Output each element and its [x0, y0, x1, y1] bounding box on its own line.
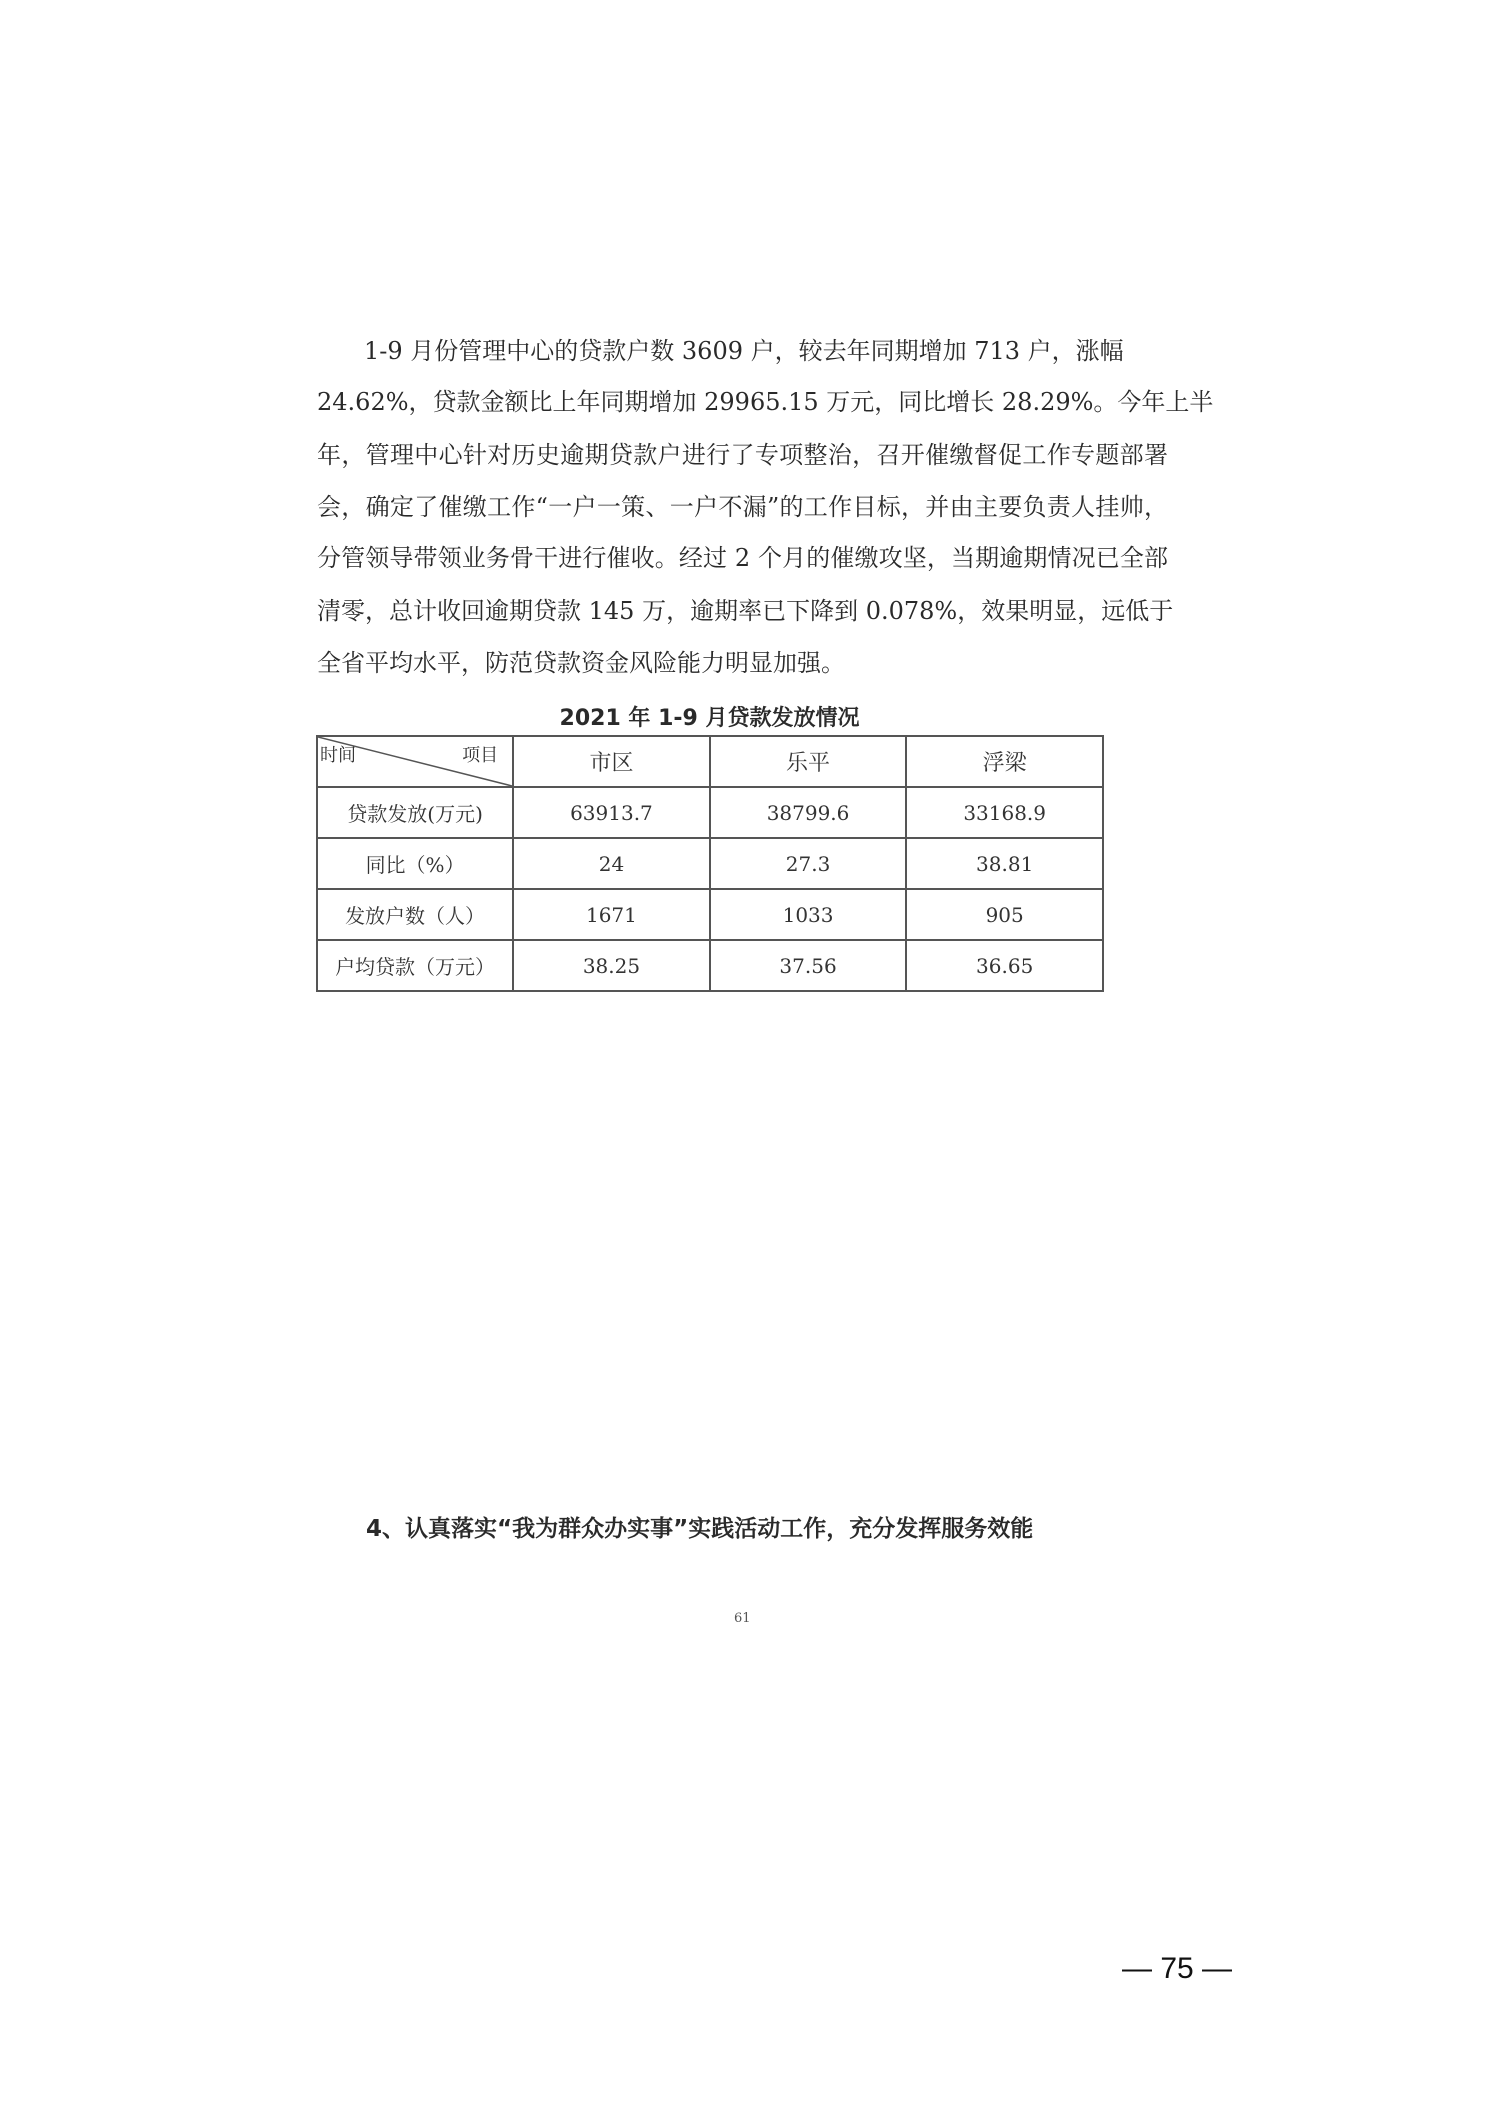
row-label: 贷款发放(万元)	[317, 787, 513, 838]
table-cell: 37.56	[710, 940, 907, 991]
column-header: 浮梁	[906, 736, 1103, 787]
table-header-row	[317, 736, 1103, 787]
table-cell: 1033	[710, 889, 907, 940]
table-row	[317, 838, 1103, 889]
table-row	[317, 940, 1103, 991]
inner-page-number: 61	[734, 1611, 751, 1626]
loan-table	[316, 735, 1104, 992]
paragraph-line: 清零，总计收回逾期贷款 145 万，逾期率已下降到 0.078%，效果明显，远低于	[317, 597, 1174, 625]
table-cell: 63913.7	[513, 787, 710, 838]
corner-label-time: 时间	[320, 745, 356, 766]
table-corner-cell	[317, 736, 513, 787]
table-cell: 24	[513, 838, 710, 889]
paragraph-line: 24.62%，贷款金额比上年同期增加 29965.15 万元，同比增长 28.29%。今年上半	[317, 388, 1214, 416]
column-header: 乐平	[710, 736, 907, 787]
paragraph-line: 1-9 月份管理中心的贷款户数 3609 户，较去年同期增加 713 户，涨幅	[364, 337, 1124, 365]
table-cell: 38.25	[513, 940, 710, 991]
paragraph-line: 全省平均水平，防范贷款资金风险能力明显加强。	[317, 649, 845, 677]
table-title: 2021 年 1-9 月贷款发放情况	[559, 706, 860, 731]
table-cell: 38799.6	[710, 787, 907, 838]
page-number: — 75 —	[1122, 1952, 1233, 1985]
row-label: 同比（%）	[317, 838, 513, 889]
table-row	[317, 787, 1103, 838]
corner-label-item: 项目	[462, 745, 499, 766]
column-header: 市区	[513, 736, 710, 787]
table-cell: 38.81	[906, 838, 1103, 889]
row-label: 发放户数（人）	[317, 889, 513, 940]
section-heading: 4、认真落实“我为群众办实事”实践活动工作，充分发挥服务效能	[366, 1516, 1034, 1542]
table-cell: 36.65	[906, 940, 1103, 991]
paragraph-line: 会，确定了催缴工作“一户一策、一户不漏”的工作目标，并由主要负责人挂帅，	[317, 493, 1168, 521]
table-row	[317, 889, 1103, 940]
table-cell: 905	[906, 889, 1103, 940]
row-label: 户均贷款（万元）	[317, 940, 513, 991]
paragraph-line: 分管领导带领业务骨干进行催收。经过 2 个月的催缴攻坚，当期逾期情况已全部	[317, 544, 1168, 572]
table-cell: 33168.9	[906, 787, 1103, 838]
paragraph-line: 年，管理中心针对历史逾期贷款户进行了专项整治，召开催缴督促工作专题部署	[317, 441, 1168, 469]
table-cell: 1671	[513, 889, 710, 940]
table-cell: 27.3	[710, 838, 907, 889]
